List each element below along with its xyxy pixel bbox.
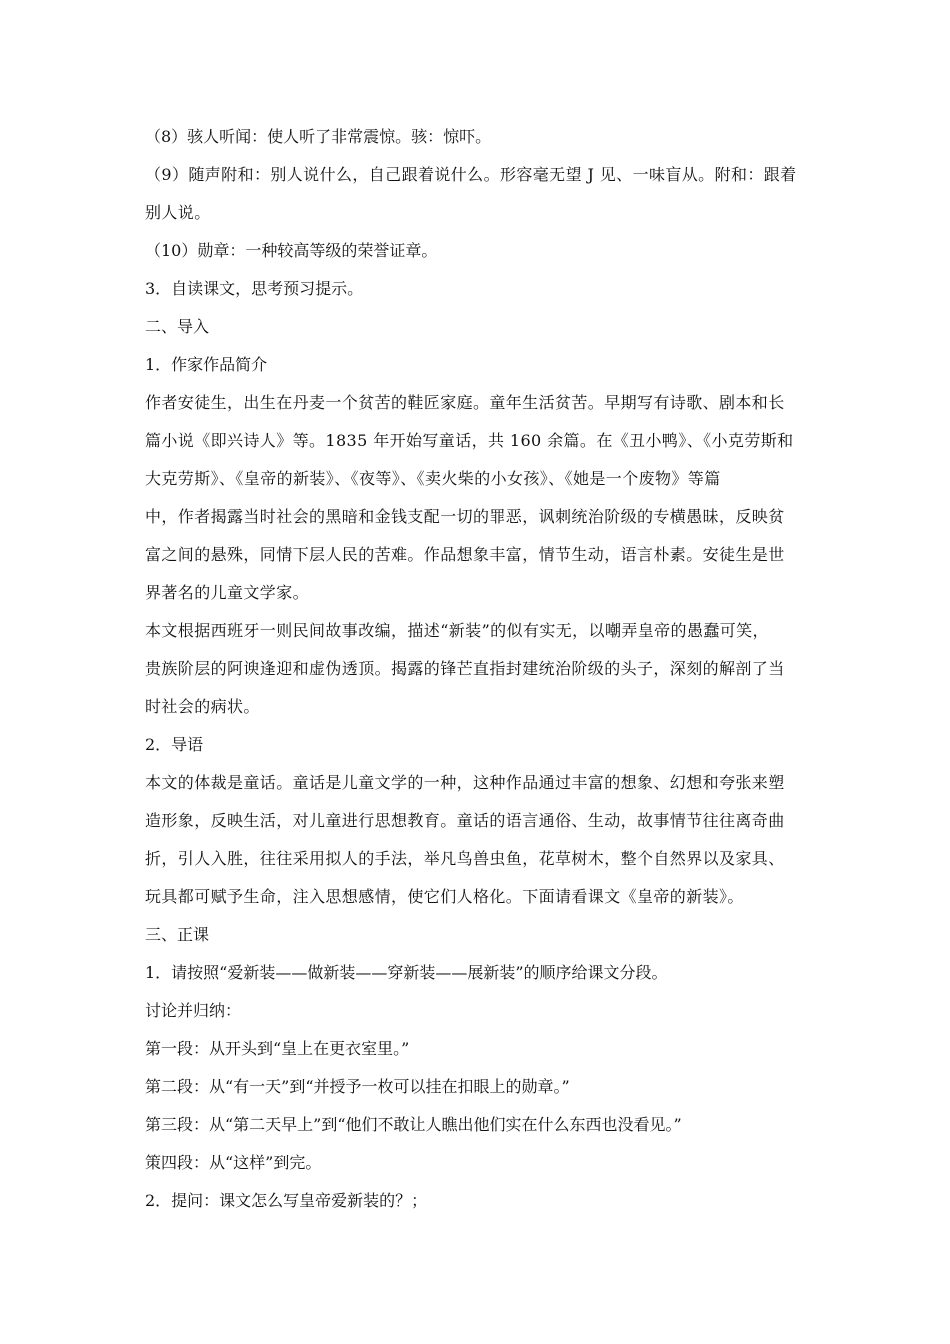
- vocab-item-8: （8）骇人听闻：使人听了非常震惊。骇：惊吓。: [145, 127, 492, 146]
- text-line: 玩具都可赋予生命，注入思想感情，使它们人格化。下面请看课文《皇帝的新装》。: [145, 887, 744, 906]
- segment-2: 第二段：从“有一天”到“并授予一枚可以挂在扣眼上的勋章。”: [145, 1077, 570, 1096]
- paragraph-story-source: [145, 612, 810, 726]
- text-line: 界著名的儿童文学家。: [145, 583, 310, 602]
- text-line: 时社会的病状。: [145, 697, 260, 716]
- text-line: 作者安徒生，出生在丹麦一个贫苦的鞋匠家庭。童年生活贫苦。早期写有诗歌、剧本和长: [145, 393, 785, 412]
- discussion-label: 讨论并归纳：: [145, 1001, 242, 1020]
- segment-4: 策四段：从“这样”到完。: [145, 1153, 322, 1172]
- text-line: 别人说。: [145, 203, 211, 222]
- subheading-guide: 2．导语: [145, 735, 204, 754]
- section-heading-intro: 二、导入: [145, 317, 210, 336]
- text-line: 大克劳斯》、《皇帝的新装》、《夜等》、《卖火柴的小女孩》、《她是一个废物》等篇: [145, 469, 721, 488]
- text-line: 中，作者揭露当时社会的黑暗和金钱支配一切的罪恶，讽刺统治阶级的专横愚昧，反映贫: [145, 507, 785, 526]
- step-3: 3．自读课文，思考预习提示。: [145, 279, 364, 298]
- document-page: [145, 118, 810, 1220]
- text-line: 造形象，反映生活，对儿童进行思想教育。童话的语言通俗、生动，故事情节往往离奇曲: [145, 811, 785, 830]
- text-line: 富之间的悬殊，同情下层人民的苦难。作品想象丰富，情节生动，语言朴素。安徒生是世: [145, 545, 785, 564]
- text-line: 折，引人入胜，往往采用拟人的手法，举凡鸟兽虫鱼，花草树木，整个自然界以及家具、: [145, 849, 785, 868]
- segment-3: 第三段：从“第二天早上”到“他们不敢让人瞧出他们实在什么东西也没看见。”: [145, 1115, 682, 1134]
- text-line: 本文根据西班牙一则民间故事改编，描述“新装”的似有实无，以嘲弄皇帝的愚蠢可笑，: [145, 621, 769, 640]
- vocab-item-9: [145, 156, 810, 232]
- text-line: 篇小说《即兴诗人》等。1835 年开始写童话，共 160 余篇。在《丑小鸭》、《小克劳斯和: [145, 431, 794, 450]
- paragraph-author: [145, 384, 810, 612]
- subheading-author-intro: 1．作家作品简介: [145, 355, 268, 374]
- vocab-item-10: （10）勋章：一种较高等级的荣誉证章。: [145, 241, 438, 260]
- task-2: 2．提问：课文怎么写皇帝爱新装的？；: [145, 1191, 428, 1210]
- paragraph-genre: [145, 764, 810, 916]
- text-line: （9）随声附和：别人说什么，自己跟着说什么。形容毫无望 J 见、一味盲从。附和：跟着: [145, 165, 797, 184]
- text-line: 本文的体裁是童话。童话是儿童文学的一种，这种作品通过丰富的想象、幻想和夸张来塑: [145, 773, 785, 792]
- segment-1: 第一段：从开头到“皇上在更衣室里。”: [145, 1039, 410, 1058]
- task-1: 1．请按照“爱新装——做新装——穿新装——展新装”的顺序给课文分段。: [145, 963, 668, 982]
- section-heading-main: 三、正课: [145, 925, 210, 944]
- text-line: 贵族阶层的阿谀逢迎和虚伪透顶。揭露的锋芒直指封建统治阶级的头子，深刻的解剖了当: [145, 659, 785, 678]
